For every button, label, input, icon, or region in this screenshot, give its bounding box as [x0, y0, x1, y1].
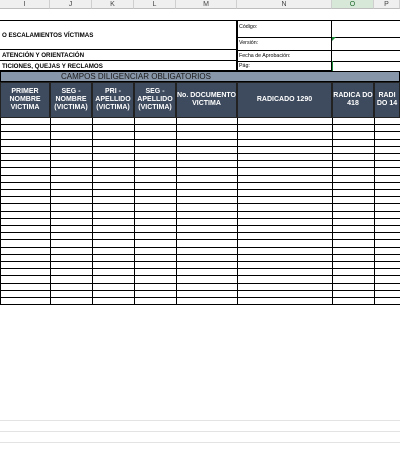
- table-row[interactable]: [0, 255, 400, 262]
- required-fields-banner: [0, 71, 400, 82]
- column-header-o[interactable]: O: [332, 0, 374, 9]
- table-row[interactable]: [0, 197, 400, 204]
- form-title-line-1: O ESCALAMIENTOS VÍCTIMAS: [2, 32, 94, 39]
- header-radicado-418[interactable]: RADICA DO 418: [332, 82, 374, 118]
- table-row[interactable]: [0, 248, 400, 255]
- table-row[interactable]: [0, 190, 400, 197]
- form-meta-values[interactable]: [332, 20, 400, 71]
- column-border: [374, 118, 375, 305]
- table-row[interactable]: [0, 132, 400, 139]
- banner-text: CAMPOS DILIGENCIAR OBLIGATORIOS: [61, 72, 211, 81]
- column-border: [332, 118, 333, 305]
- table-row[interactable]: [0, 176, 400, 183]
- column-border: [92, 118, 93, 305]
- column-border: [237, 118, 238, 305]
- column-header-i[interactable]: I: [0, 0, 50, 9]
- table-row[interactable]: [0, 140, 400, 147]
- table-row[interactable]: [0, 212, 400, 219]
- column-header-p[interactable]: P: [374, 0, 400, 9]
- fecha-label: Fecha de Aprobación:: [239, 53, 291, 59]
- table-row[interactable]: [0, 276, 400, 283]
- form-title-line-3: TICIONES, QUEJAS Y RECLAMOS: [2, 63, 103, 70]
- header-primer-nombre[interactable]: PRIMER NOMBRE VICTIMA: [0, 82, 50, 118]
- table-row[interactable]: [0, 233, 400, 240]
- pag-label: Pág:: [239, 63, 250, 69]
- header-seg-nombre[interactable]: SEG - NOMBRE (VICTIMA): [50, 82, 92, 118]
- header-radicado-1290[interactable]: RADICADO 1290: [237, 82, 332, 118]
- table-row[interactable]: [0, 147, 400, 154]
- comment-marker-icon: [332, 37, 336, 41]
- table-row[interactable]: [0, 219, 400, 226]
- header-documento[interactable]: No. DOCUMENTO VICTIMA: [176, 82, 237, 118]
- column-header-l[interactable]: L: [134, 0, 176, 9]
- table-row[interactable]: [0, 298, 400, 305]
- column-header-k[interactable]: K: [92, 0, 134, 9]
- table-row[interactable]: [0, 161, 400, 168]
- column-header-m[interactable]: M: [176, 0, 237, 9]
- column-border: [0, 118, 1, 305]
- table-row[interactable]: [0, 284, 400, 291]
- header-pri-apellido[interactable]: PRI - APELLIDO (VICTIMA): [92, 82, 134, 118]
- table-row[interactable]: [0, 168, 400, 175]
- codigo-label: Código:: [239, 24, 258, 30]
- table-row[interactable]: [0, 262, 400, 269]
- column-header-n[interactable]: N: [237, 0, 332, 9]
- table-row[interactable]: [0, 204, 400, 211]
- column-border: [134, 118, 135, 305]
- table-row[interactable]: [0, 226, 400, 233]
- table-row[interactable]: [0, 125, 400, 132]
- header-seg-apellido[interactable]: SEG - APELLIDO (VICTIMA): [134, 82, 176, 118]
- form-title-line-2: ATENCIÓN Y ORIENTACIÓN: [2, 52, 85, 59]
- table-row[interactable]: [0, 118, 400, 125]
- column-header-j[interactable]: J: [50, 0, 92, 9]
- column-border: [176, 118, 177, 305]
- version-label: Versión:: [239, 40, 259, 46]
- table-row[interactable]: [0, 154, 400, 161]
- column-border: [50, 118, 51, 305]
- selection-edge: [332, 61, 333, 71]
- table-row[interactable]: [0, 291, 400, 298]
- header-radicado-14[interactable]: RADI DO 14: [374, 82, 400, 118]
- table-row[interactable]: [0, 269, 400, 276]
- table-row[interactable]: [0, 183, 400, 190]
- table-row[interactable]: [0, 240, 400, 247]
